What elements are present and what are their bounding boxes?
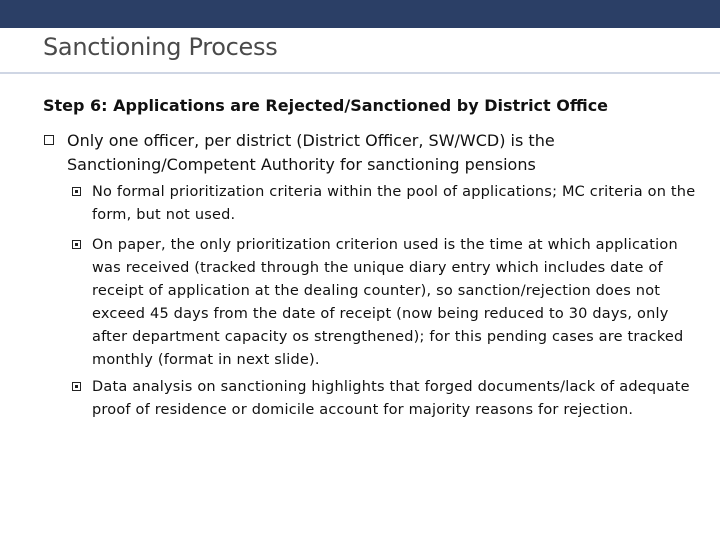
sub-bullet-text: No formal prioritization criteria within the pool of applications; MC criteria on the form, but not used.: [92, 184, 696, 223]
sub-bullet-text: Data analysis on sanctioning highlights that forged documents/lack of adequate proof of residence or domicile account for majority reasons for rejection.: [92, 379, 690, 418]
top-banner: [0, 0, 720, 28]
title-divider: [0, 72, 720, 74]
slide-title: Sanctioning Process: [43, 33, 278, 61]
square-bullet-icon: [72, 382, 81, 391]
step-heading: Step 6: Applications are Rejected/Sanctioned by District Office: [43, 96, 609, 115]
main-bullet-text: Only one officer, per district (District Officer, SW/WCD) is the Sanctioning/Competent Authority for sanctioning pensions: [67, 131, 555, 174]
hollow-square-bullet-icon: [44, 135, 54, 145]
sub-bullet-text: On paper, the only prioritization criterion used is the time at which application was received (tracked through the unique diary entry which includes date of receipt of application at the dealing counter), so sanction/rejection does not exceed 45 days from the date of receipt (now being reduced to 30 days, only after department capacity os strengthened); for this pending cases are tracked monthly (format in next slide).: [92, 237, 684, 368]
square-bullet-icon: [72, 187, 81, 196]
square-bullet-icon: [72, 240, 81, 249]
